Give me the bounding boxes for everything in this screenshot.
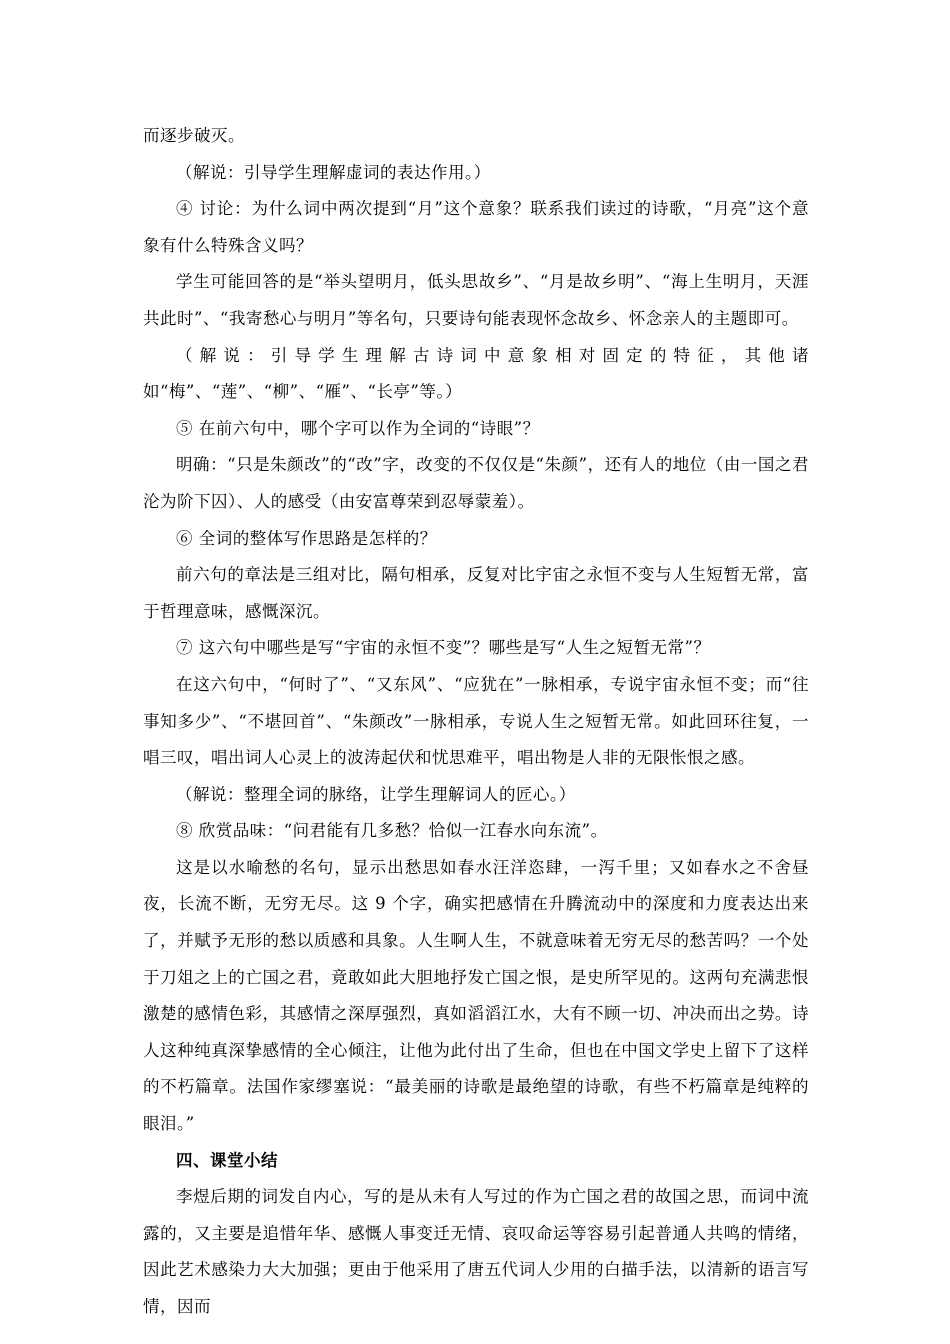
document-body — [143, 118, 809, 1326]
paragraph-answer-4: 学生可能回答的是“举头望明月，低头思故乡”、“月是故乡明”、“海上生明月，天涯共此时”、“我寄愁心与明月”等名句，只要诗句能表现怀念故乡、怀念亲人的主题即可。 — [143, 272, 809, 328]
paragraph-question-5: ⑤ 在前六句中，哪个字可以作为全词的“诗眼”？ — [176, 418, 540, 438]
paragraph-answer-7: 在这六句中，“何时了”、“又东风”、“应犹在”一脉相承，专说宇宙永恒不变；而“往事知多少”、“不堪回首”、“朱颜改”一脉相承，专说人生之短暂无常。如此回环往复，一唱三叹，唱出词人心灵上的波涛起伏和忧思难平，唱出物是人非的无限怅恨之感。 — [143, 674, 809, 768]
paragraph-continuation: 而逐步破灭。 — [143, 126, 245, 145]
paragraph-note-3: （解说：整理全词的脉络，让学生理解词人的匠心。） — [176, 784, 576, 804]
paragraph-question-6: ⑥ 全词的整体写作思路是怎样的？ — [176, 528, 437, 548]
paragraph-answer-5: 明确：“只是朱颜改”的“改”字，改变的不仅仅是“朱颜”，还有人的地位（由一国之君沦为阶下囚）、人的感受（由安富尊荣到忍辱蒙羞）。 — [143, 455, 809, 511]
paragraph-question-7: ⑦ 这六句中哪些是写“宇宙的永恒不变”？哪些是写“人生之短暂无常”？ — [176, 638, 711, 658]
paragraph-note-2: （解说：引导学生理解古诗词中意象相对固定的特征，其他诸如“梅”、“莲”、“柳”、“雁”、“长亭”等。） — [143, 345, 809, 402]
paragraph-answer-8: 这是以水喻愁的名句，显示出愁思如春水汪洋恣肆，一泻千里；又如春水之不舍昼夜，长流不断，无穷无尽。这 9 个字，确实把感情在升腾流动中的深度和力度表达出来了，并赋予无形的愁以质感和具象。人生啊人生，不就意味着无穷无尽的愁苦吗？一个处于刀俎之上的亡国之君，竟敢如此大胆地抒发亡国之恨，是史所罕见的。这两句充满悲恨激楚的感情色彩，其感情之深厚强烈，真如滔滔江水，大有不顾一切、冲决而出之势。诗人这种纯真深挚感情的全心倾注，让他为此付出了生命，但也在中国文学史上留下了这样的不朽篇章。法国作家缪塞说：“最美丽的诗歌是最绝望的诗歌，有些不朽篇章是纯粹的眼泪。” — [143, 857, 809, 1134]
paragraph-note-1: （解说：引导学生理解虚词的表达作用。） — [176, 162, 491, 182]
paragraph-answer-6: 前六句的章法是三组对比，隔句相承，反复对比宇宙之永恒不变与人生短暂无常，富于哲理意味，感慨深沉。 — [143, 565, 809, 621]
paragraph-summary: 李煜后期的词发自内心，写的是从未有人写过的作为亡国之君的故国之思，而词中流露的，又主要是追惜年华、感慨人事变迁无情、哀叹命运等容易引起普通人共鸣的情绪，因此艺术感染力大大加强；更由于他采用了唐五代词人少用的白描手法，以清新的语言写情，因而 — [143, 1187, 809, 1316]
section-heading-summary: 四、课堂小结 — [176, 1150, 278, 1170]
paragraph-question-8: ⑧ 欣赏品味：“问君能有几多愁？恰似一江春水向东流”。 — [176, 821, 608, 841]
paragraph-question-4: ④ 讨论：为什么词中两次提到“月”这个意象？联系我们读过的诗歌，“月亮”这个意象有什么特殊含义吗？ — [143, 199, 809, 255]
